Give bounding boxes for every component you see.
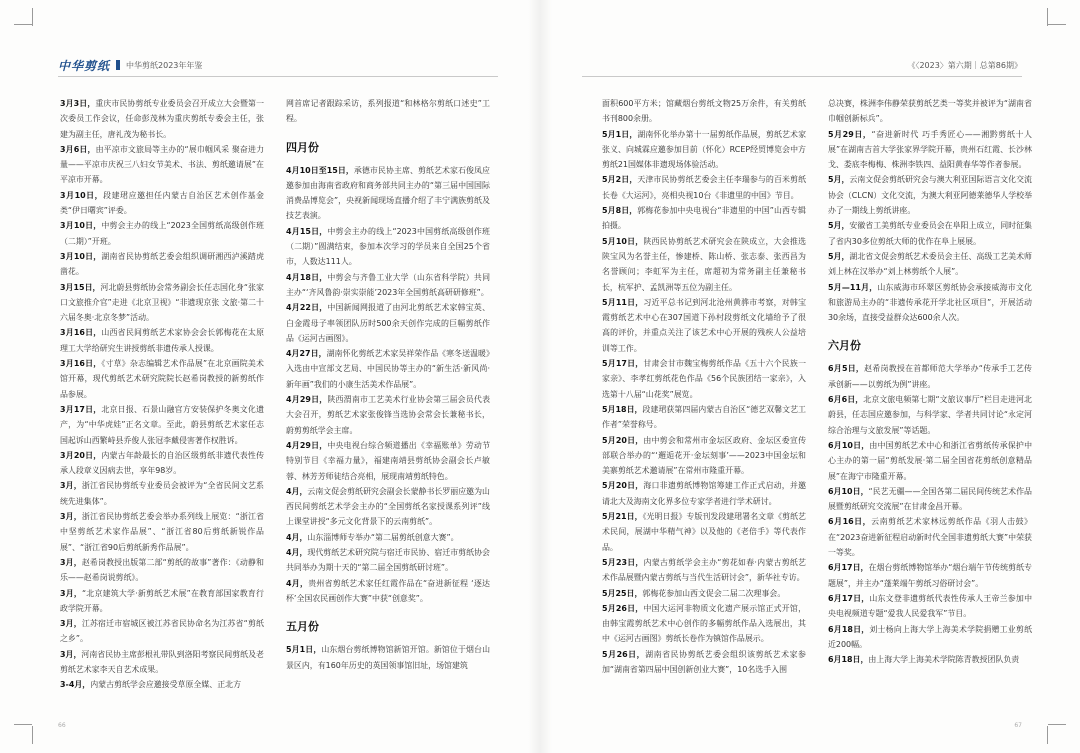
left-column-2: [286, 96, 490, 693]
april-entries: [286, 163, 490, 607]
chronicle-entry: [828, 622, 1032, 653]
entry-text: 湖北省文促会剪纸艺术委员会主任、高级工艺美术师刘上林在汉举办“刘上林剪纸个人展”。: [828, 251, 1032, 277]
entry-text: 天津市民协剪纸艺委会主任李瑞参与的百米剪纸长卷《大运河》，亮相央视10台《非遗里的中国》节目。: [602, 175, 807, 200]
chronicle-entry: [286, 392, 490, 438]
entry-date: 4月15日，: [286, 226, 328, 236]
entry-text: 山东烟台剪纸博物馆新馆开馆。新馆位于烟台山景区内，有160年历史的英国领事馆旧址，场馆建筑: [286, 645, 491, 670]
entry-date: 3月16日，: [60, 359, 102, 369]
chronicle-entry: [60, 142, 264, 188]
crop-mark: [1048, 724, 1066, 725]
page-header-right: [907, 58, 1022, 72]
entry-text: 内蒙古年龄最长的自治区级剪纸非遗代表性传承人段章义因病去世，享年98岁。: [60, 450, 265, 476]
month-heading-may: 五月份: [286, 620, 319, 634]
entry-text: 重庆市民协剪纸专业委员会召开成立大会暨第一次委员工作会议，任命彭茂林为重庆剪纸专委会主任，张建为副主任，唐礼茂为秘书长。: [60, 99, 265, 139]
entry-text: 中剪会主办的线上“2023全国剪纸高级创作班（二期）”开班。: [60, 221, 264, 246]
entry-date: 4月29日，: [286, 395, 328, 405]
entry-date: 6月10日，: [828, 486, 869, 496]
entry-date: 6月18日，: [828, 655, 869, 665]
entry-date: 6月18日，: [828, 624, 870, 634]
chronicle-entry: [60, 402, 264, 448]
entry-text: 总决赛，株洲李伟静荣获剪纸艺类一等奖并被评为“湖南省巾帼创新标兵”。: [828, 99, 1032, 124]
chronicle-entry: [286, 484, 490, 530]
entry-text: 由中剪会和常州市金坛区政府、金坛区委宣传部联合举办的“‘邂逅花开·金坛刻事’——2023中国金坛和美寨剪纸艺术邀请展”在常州市隆重开幕。: [602, 435, 807, 476]
entry-date: 4月10日至15日，: [286, 165, 354, 175]
entry-date: 3月，: [60, 588, 82, 598]
entry-date: 5月1日，: [286, 645, 322, 655]
chronicle-entry: [828, 172, 1032, 218]
entry-text: 山东淄博师专举办“第二届剪纸创意大赛”。: [307, 532, 459, 542]
entry-text: 中剪会与齐鲁工业大学（山东省科学院）共同主办“‘齐风鲁韵·崇实崇能’2023年全国剪纸高研研修班”。: [286, 272, 491, 297]
entry-date: 3月16日，: [60, 328, 102, 338]
entry-date: 3月15日，: [60, 282, 101, 292]
entry-text: 河南省民协主席彭根礼带队到洛阳考察民间剪纸及老剪纸艺术家李天自艺术成果。: [60, 649, 264, 674]
entry-text: 中国大运河非物质文化遗产展示馆正式开馆，由韩宝霞剪纸艺术中心创作的多幅剪纸作品入选展出，其中《运河古画图》剪纸长卷作为镇馆作品展示。: [602, 603, 807, 644]
chronicle-entry: [828, 514, 1032, 560]
entry-date: 5月8日，: [602, 206, 638, 216]
chronicle-entry: [602, 172, 806, 203]
entry-text: 中国新闻网报道了由河北剪纸艺术家韩宝英、白金霞母子率领团队历时500余天创作完成的巨幅剪纸作品《运河古画图》。: [286, 303, 491, 343]
left-page-columns: [60, 96, 490, 693]
entry-text: 赵希岗教授出版第二部“剪纸的故事”著作：《动静和乐——赵希岗说剪纸》。: [60, 557, 264, 583]
chronicle-entry: [828, 560, 1032, 591]
entry-text: 北京文旅电频第七期“文旅议事厅”栏目走进河北蔚县，任志国应邀参加，与科学家、学者共同讨论“永定河综合治理与文旅发展”等话题。: [828, 395, 1032, 435]
entry-text: 郭梅花参加山西文促会二届二次理事会。: [642, 588, 786, 598]
chronicle-entry: [602, 127, 806, 173]
may-entries: [286, 642, 490, 673]
entry-date: 5月29日，: [828, 129, 872, 139]
chronicle-entry: [828, 361, 1032, 392]
entry-text: 浙江省民协剪纸专业委员会被评为“全省民间文艺系统先进集体”。: [60, 481, 264, 506]
entry-date: 5月20日，: [602, 481, 644, 491]
entry-text: 刘士杨向上海大学上海美术学院捐赠工业剪纸近200幅。: [828, 624, 1033, 649]
chronicle-entry: [602, 647, 806, 678]
entry-text: 湖南怀化举办第十一届剪纸作品展，剪纸艺术家张义、向城霖应邀参加目前（怀化）RCEP经贸博览会中方剪纸21国媒体非遗现场体验活动。: [602, 129, 807, 170]
chronicle-entry: [60, 448, 264, 479]
entry-date: 5月18日，: [602, 404, 643, 414]
entry-date: 4月，: [286, 532, 308, 542]
entry-text: 《光明日报》专版刊发段建珺署名文章《剪纸艺术民间，展湖中华精气神》以及他的《老倍手》等代表作品。: [602, 512, 806, 552]
entry-text: 陕西渭南市工艺美术行业协会第三届会员代表大会召开，剪纸艺术家张俊锋当选协会常会长兼秘书长，蔚剪剪纸学会主席。: [286, 395, 491, 435]
chronicle-entry: [828, 652, 1032, 667]
issue-title: 《〈2023〉第六期｜总第86期》: [907, 60, 1022, 70]
entry-text: 陕西民协剪纸艺术研究会在陕成立，大会推选陕宝风为名誉主任，惨建桥、陈山桥、张志泰、张西昌为名誉顾问；李虹军为主任，席超初为常务副主任兼秘书长，杭军护、孟凯洲等五位为副主任。: [602, 236, 807, 292]
entry-date: 4月，: [286, 548, 308, 558]
entry-date: 3月，: [60, 619, 82, 629]
chronicle-entry: [602, 586, 806, 601]
entry-text: 海口非遗剪纸博物馆筹建工作正式启动，并邀请北大及海南文化界多位专家学者进行学术研讨。: [602, 481, 807, 506]
entry-date: 5月，: [828, 175, 850, 185]
entry-date: 4月，: [286, 486, 308, 496]
chronicle-entry: [602, 295, 806, 356]
entry-date: 5月，: [828, 251, 850, 261]
chronicle-entry: [602, 509, 806, 555]
chronicle-entry: [60, 478, 264, 509]
page-header-left: [58, 58, 202, 72]
entry-date: 5月21日，: [602, 512, 643, 522]
entry-text: 山西省民间剪纸艺术家协会会长郭梅花在太原理工大学给研究生讲授剪纸非遗传承人授课。: [60, 328, 265, 353]
entry-date: 4月22日，: [286, 303, 328, 313]
chronicle-entry: [286, 545, 490, 576]
chronicle-entry: [60, 249, 264, 280]
entry-text: 段建珺应邀担任内蒙古自治区艺术创作基金类“伊日曙宾”评委。: [60, 190, 264, 216]
chronicle-entry: [60, 586, 264, 617]
entry-text: 湖南省民协剪纸艺委会组织调研湘西泸溪踏虎凿花。: [60, 251, 265, 277]
entry-date: 4月29日，: [286, 440, 328, 450]
entry-date: 5月，: [828, 221, 850, 231]
chronicle-entry: [60, 188, 264, 219]
chronicle-entry: [286, 576, 490, 607]
page-number-left: 66: [58, 722, 66, 729]
page-number-right: 67: [1014, 722, 1022, 729]
entry-text: 江苏宿迁市宿城区被江苏省民协命名为江苏省“剪纸之乡”。: [60, 619, 264, 644]
entry-date: 4月，: [286, 578, 309, 588]
entry-text: 由上海大学上海美术学院陈青教授团队负责: [868, 655, 1020, 665]
entry-text: 习近平总书记到河北沧州黄骅市考察，对韩宝霞剪纸艺术中心在307国道下孙村段剪纸文化墙给予了很高的评价，并重点关注了该艺术中心开展的残疾人公益培训等工作。: [602, 297, 807, 353]
chronicle-entry: [602, 234, 806, 295]
entry-text: “民艺无疆——全国各第二届民间传统艺术作品展暨剪纸研究交流展”在甘肃金昌开幕。: [828, 486, 1032, 512]
entry-date: 4月18日，: [286, 272, 328, 282]
entry-date: 6月6日，: [828, 395, 864, 405]
entry-text: 云南剪纸艺术家林远剪纸作品《羽人击鼓》在“2023奋进新征程启动新时代全国非遗剪纸大赛”中荣获一等奖。: [828, 517, 1032, 558]
chronicle-entry: [60, 218, 264, 249]
entry-date: 6月17日，: [828, 593, 870, 603]
entry-text: 北京日报、石景山融官方安装保护冬奥文化遗产，为“中华虎娃”正名文章。至此，蔚县剪纸艺术家任志国起诉山西繁峙县乔俊人张冠李戴侵害著作权胜诉。: [60, 404, 265, 445]
entry-text: 云南文促会剪纸研究会副会长蒙静书长罗丽应邀为山西民间剪纸艺术学会主办的“全国剪纸名家授课系列评”线上课堂讲授“多元文化背景下的云南剪纸”。: [286, 486, 490, 527]
chronicle-entry: [828, 218, 1032, 249]
entry-date: 5月11日，: [602, 297, 644, 307]
may-entries: [602, 127, 806, 678]
crop-mark: [1047, 8, 1048, 26]
chronicle-entry: [60, 616, 264, 647]
entry-date: 5月25日，: [602, 588, 643, 598]
chronicle-entry: [602, 203, 806, 234]
chronicle-entry: [286, 642, 490, 673]
chronicle-entry: [60, 555, 264, 586]
chronicle-entry: [60, 509, 264, 555]
entry-date: 5月2日，: [602, 175, 638, 185]
entry-date: 3月，: [60, 649, 82, 659]
chronicle-entry: [828, 249, 1032, 280]
entry-date: 5月26日，: [602, 603, 644, 613]
entry-date: 3月，: [60, 481, 82, 491]
entry-text: 《寸草》杂志编辑艺术作品展”在北京画院美术馆开幕，现代剪纸艺术研究院院长赵希岗教授的新剪纸作品参展。: [60, 359, 264, 399]
entry-text: “北京建筑大学·新剪纸艺术展”在教育部国家教育行政学院开幕。: [60, 588, 264, 613]
entry-date: 5月26日，: [602, 649, 646, 659]
entry-date: 5月20日，: [602, 435, 644, 445]
entry-date: 3月20日，: [60, 450, 102, 460]
entry-text: 湖南省民协剪纸艺委会组织该剪纸艺术家参加“湖南省第四届中国创新创业大赛”，10名选手入围: [602, 649, 806, 674]
month-heading-june: 六月份: [828, 339, 861, 353]
entry-date: 3月，: [60, 512, 82, 522]
entry-date: 3月10日，: [60, 221, 102, 231]
entry-text: 在烟台剪纸博物馆举办“烟台端午节传统剪纸专题展”，并主办“蓬莱端午剪纸习俗研讨会”。: [828, 563, 1032, 588]
crop-mark: [1047, 726, 1048, 744]
crop-mark: [32, 726, 33, 744]
entry-date: 3月，: [60, 557, 82, 567]
entry-continued: 网首席记者跟踪采访，系列报道“和林格尔剪纸口述史”工程。: [286, 99, 490, 124]
header-rule: [58, 76, 498, 77]
entry-date: 3月6日，: [60, 144, 96, 154]
journal-logo: 中华剪纸: [58, 58, 111, 73]
crop-mark: [1048, 24, 1066, 25]
entry-date: 3月10日，: [60, 251, 102, 261]
entry-text: 现代剪纸艺术研究院与宿迁市民协、宿迁市剪纸协会共同举办为期十天的“第二届全国剪纸研讨班”。: [286, 548, 490, 573]
entry-date: 3-4月，: [60, 680, 91, 690]
entry-date: 5月10日，: [602, 236, 644, 246]
entry-text: 内蒙古剪纸学会主办“剪花如春·内蒙古剪纸艺术作品展暨内蒙古剪纸与当代生活研讨会”，新华社专访。: [602, 557, 806, 583]
entry-text: 安徽省工美剪纸专业委员会在阜阳上成立，同时征集了省内30多位剪纸大师的优作在阜上展展。: [828, 221, 1032, 246]
entry-date: 4月27日，: [286, 349, 327, 359]
entry-text: 承德市民协主席、剪纸艺术家石俊凤应邀参加由海南省政府和商务部共同主办的“第三届中国国际消费品博览会”，央视新闻现场直播介绍了丰宁满族剪纸及技艺表演。: [286, 165, 490, 221]
chronicle-entry: [286, 300, 490, 346]
chronicle-entry: [286, 438, 490, 484]
chronicle-entry: [60, 356, 264, 402]
chronicle-entry: [602, 601, 806, 647]
right-column-2: [828, 96, 1032, 677]
chronicle-entry: [286, 270, 490, 301]
entry-text: 浙江省民协剪纸艺委会举办系列线上展览：“浙江省中坚剪纸艺术家作品展”、“浙江省80后剪纸新锐作品展”、“浙江省90后剪纸新秀作品展”。: [60, 512, 264, 552]
chronicle-entry: [828, 591, 1032, 622]
book-gutter: [528, 0, 552, 753]
entry-date: 5月17日，: [602, 359, 644, 369]
entry-text: 山东威海市环翠区剪纸协会承接威海市文化和旅游局主办的“非遗传承花开学北社区项目”，开展活动30余场，直接受益群众达600余人次。: [828, 282, 1032, 323]
entry-text: 赵希岗教授在首都师范大学举办“传承手工艺传承创新——以剪纸为例”讲座。: [828, 364, 1032, 389]
chronicle-entry: [60, 325, 264, 356]
entry-date: 5月1日，: [602, 129, 638, 139]
chronicle-entry: [60, 96, 264, 142]
crop-mark: [14, 724, 32, 725]
entry-date: 3月3日，: [60, 99, 96, 108]
entry-text: 中剪会主办的线上“2023中国剪纸高级创作班（二期）”圆满结束，参加本次学习的学员来自全国25个省市，人数达111人。: [286, 226, 490, 267]
chronicle-entry: [60, 280, 264, 326]
right-page-columns: [602, 96, 1032, 677]
chronicle-entry: [828, 484, 1032, 515]
entry-text: 河北蔚县剪纸协会常务副会长任志国化身“张家口文旅推介官”走进《北京卫视》“非遗现京张 文旅·第二十六届冬奥·北京冬梦”活动。: [60, 282, 264, 323]
chronicle-entry: [286, 530, 490, 545]
entry-continued: 面积600平方米；馆藏烟台剪纸文物25万余件，有关剪纸书刊800余册。: [602, 99, 806, 124]
entry-date: 6月17日，: [828, 563, 869, 573]
entry-date: 6月16日，: [828, 517, 872, 527]
chronicle-entry: [60, 677, 264, 692]
may-entries-cont: [828, 96, 1032, 325]
crop-mark: [32, 8, 33, 26]
entry-text: 云南文促会剪纸研究会与澳大利亚国际语言文化交流协会（CLCN）文化交流，为澳大利亚阿德莱德华人学校举办了一期线上剪纸讲座。: [828, 175, 1033, 216]
entry-date: 3月17日，: [60, 404, 102, 414]
header-rule: [582, 76, 1022, 77]
entry-text: “奋进新时代 巧手秀匠心——湘黔剪纸十人展”在湖南吉首大学张家界学院开幕，贵州石红霞、长沙林戈、娄底李梅梅、株洲李铁四、益阳黄春华等作者参展。: [828, 129, 1032, 170]
entry-text: 由中国剪纸艺术中心和浙江省剪纸传承保护中心主办的第一届“剪纸发展·第二届全国省花剪纸创意精品展”在海宁市隆重开幕。: [828, 440, 1033, 481]
chronicle-entry: [828, 280, 1032, 326]
right-page: [540, 0, 1080, 753]
entry-text: 贵州省剪纸艺术家任红霞作品在“奋进新征程 ‘逐达杯’全国农民画创作大赛”中获“创意奖”。: [286, 578, 490, 603]
header-accent-bar: [116, 60, 120, 70]
left-column-1: [60, 96, 264, 693]
entry-text: 段建珺获第四届内蒙古自治区“德艺双馨文艺工作者”荣誉称号。: [602, 404, 806, 430]
entry-text: 由平凉市文旅局等主办的“展巾帼风采 聚奋进力量——平凉市庆祝三八妇女节美术、书法、剪纸邀请展”在平凉市开幕。: [60, 144, 265, 185]
chronicle-entry: [828, 127, 1032, 173]
journal-title: 中华剪纸2023年年鉴: [126, 60, 203, 70]
entry-date: 6月5日，: [828, 364, 865, 374]
chronicle-entry: [828, 438, 1032, 484]
june-entries: [828, 361, 1032, 667]
entry-date: 3月10日，: [60, 190, 104, 200]
entry-text: 山东文登非遗剪纸代表性传承人王帝兰参加中央电视频道专题“爱我人民爱我军”节目。: [828, 593, 1033, 619]
chronicle-entry: [286, 346, 490, 392]
chronicle-entry: [602, 356, 806, 402]
chronicle-entry: [286, 224, 490, 270]
chronicle-entry: [602, 402, 806, 433]
entry-date: 5月23日，: [602, 557, 644, 567]
chronicle-entry: [286, 163, 490, 224]
crop-mark: [14, 24, 32, 25]
month-heading-april: 四月份: [286, 140, 319, 154]
entry-text: 湖南怀化剪纸艺术家吴祥荣作品《寒冬送温暖》入选由中宣部文艺局、中国民协等主办的“新生活·新风尚·新年画”我们的小康生活美术作品展”。: [286, 349, 490, 389]
entry-date: 5月—11月，: [828, 282, 878, 292]
chronicle-entry: [602, 555, 806, 586]
chronicle-entry: [602, 478, 806, 509]
entry-text: 中央电视台综合频道播出《幸福账单》劳动节特别节目《幸福力量》，福建南靖县剪纸协会副会长卢敏蓉、林芳芳师徒结合亮相，展现南靖剪纸特色。: [286, 440, 491, 481]
entry-text: 内蒙古剪纸学会应邀接受草原全媒、正北方: [90, 680, 242, 690]
chronicle-entry: [602, 433, 806, 479]
entry-text: 甘肃会甘市魏宝梅剪纸作品《五十六个民族一家亲》、李孝红剪纸花色作品《56个民族团结一家亲》，入选第十八届“山花奖”展览。: [602, 359, 807, 399]
chronicle-entry: [828, 96, 1032, 127]
right-column-1: [602, 96, 806, 677]
chronicle-entry: [828, 392, 1032, 438]
chronicle-entry: [60, 647, 264, 678]
entry-date: 6月10日，: [828, 440, 870, 450]
entry-text: 郭梅花参加中央电视台“非遗里的中国”山西专辑拍摄。: [602, 206, 806, 231]
